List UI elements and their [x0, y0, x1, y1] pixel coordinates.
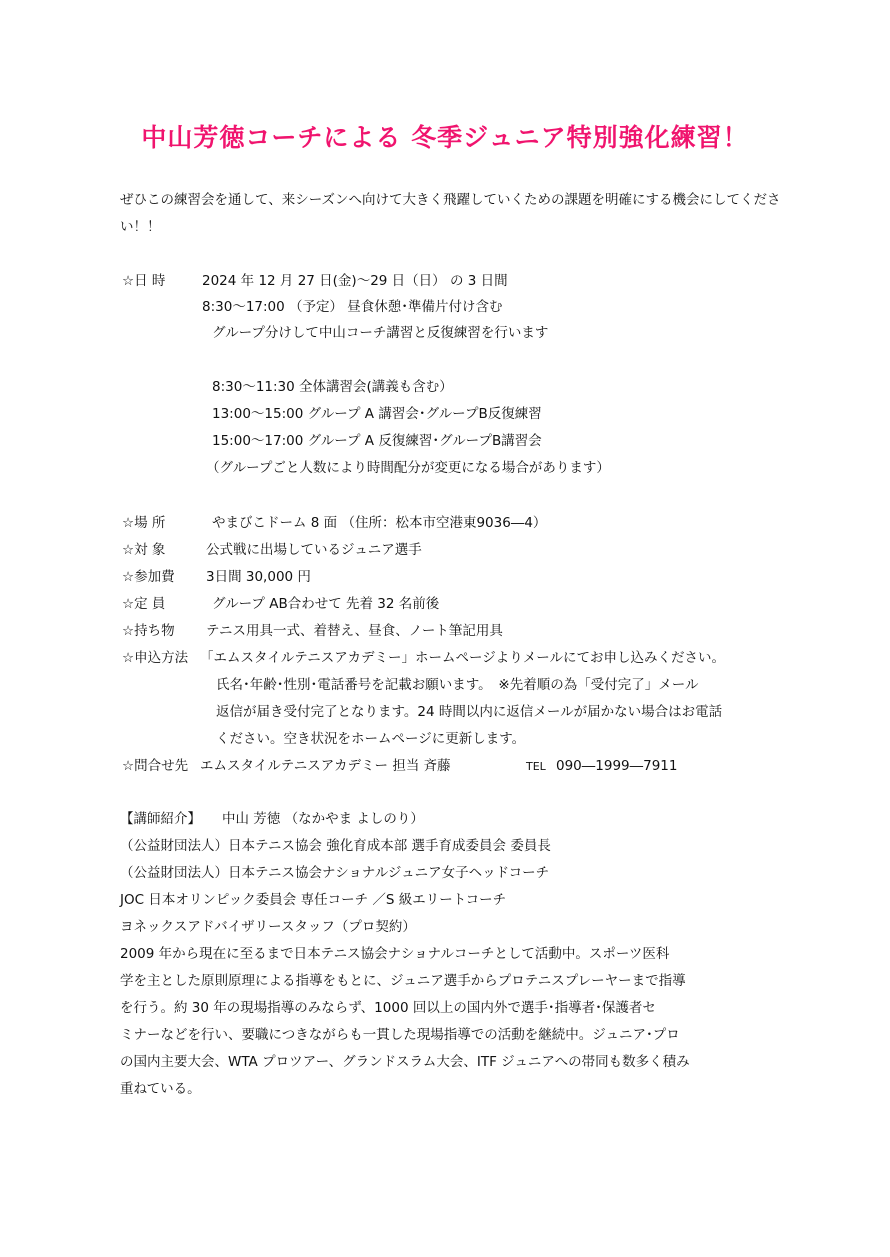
contact-label: ☆問合せ先: [122, 758, 189, 774]
intro-line-2: い！！: [120, 219, 161, 235]
schedule-caveat: （グループごと人数により時間配分が変更になる場合があります）: [206, 460, 610, 476]
venue-label: ☆場 所: [122, 515, 166, 531]
intro-line-1: ぜひこの練習会を通して、来シーズンへ向けて大きく飛躍していくための課題を明確にする機会にしてくださ: [120, 192, 781, 208]
capacity-label: ☆定 員: [122, 596, 166, 612]
instructor-title: JOC 日本オリンピック委員会 専任コーチ ／S 級エリートコーチ: [120, 892, 507, 908]
apply-line: 「エムスタイルテニスアカデミー」ホームページよりメールにてお申し込みください。: [200, 650, 726, 666]
bring-value: テニス用具一式、着替え、昼食、ノート筆記用具: [206, 623, 503, 639]
session-item: 15:00～17:00 グループ A 反復練習･グループB講習会: [212, 433, 542, 449]
bio-line: 学を主とした原則原理による指導をもとに、ジュニア選手からプロテニスプレーヤーまで指導: [120, 973, 686, 989]
schedule-label: ☆日 時: [122, 273, 166, 289]
instructor-title: （公益財団法人）日本テニス協会ナショナルジュニア女子ヘッドコーチ: [120, 865, 550, 881]
bio-line: 2009 年から現在に至るまで日本テニス協会ナショナルコーチとして活動中。スポーツ医科: [120, 946, 670, 962]
instructor-label: 【講師紹介】: [120, 811, 201, 827]
capacity-value: グループ AB合わせて 先着 32 名前後: [212, 596, 440, 612]
bio-line: の国内主要大会、WTA プロツアー、グランドスラム大会、ITF ジュニアへの帯同も数多く積み: [120, 1054, 690, 1070]
target-label: ☆対 象: [122, 542, 166, 558]
contact-value: エムスタイルテニスアカデミー 担当 斉藤: [200, 758, 451, 774]
venue-value: やまびこドーム 8 面 （住所：松本市空港東9036―4）: [212, 515, 547, 531]
instructor-title: （公益財団法人）日本テニス協会 強化育成本部 選手育成委員会 委員長: [120, 838, 551, 854]
tel-value: 090―1999―7911: [556, 758, 678, 774]
schedule-time: 8:30～17:00 （予定） 昼食休憩･準備片付け含む: [202, 299, 503, 315]
target-value: 公式戦に出場しているジュニア選手: [206, 542, 422, 558]
bio-line: ミナーなどを行い、要職につきながらも一貫した現場指導での活動を継続中。ジュニア･プロ: [120, 1027, 680, 1043]
page-title: 中山芳徳コーチによる 冬季ジュニア特別強化練習！: [141, 123, 749, 152]
apply-line: 返信が届き受付完了となります。24 時間以内に返信メールが届かない場合はお電話: [216, 704, 723, 720]
session-item: 13:00～15:00 グループ A 講習会･グループB反復練習: [212, 406, 542, 422]
bio-line: を行う。約 30 年の現場指導のみならず、1000 回以上の国内外で選手･指導者･保護者セ: [120, 1000, 656, 1016]
session-item: 8:30～11:30 全体講習会(講義も含む）: [212, 379, 453, 395]
schedule-groups-note: グループ分けして中山コーチ講習と反復練習を行います: [212, 325, 549, 341]
fee-label: ☆参加費: [122, 569, 175, 585]
tel-label: TEL: [526, 760, 546, 773]
instructor-title: ヨネックスアドバイザリースタッフ（プロ契約）: [120, 919, 416, 935]
instructor-name: 中山 芳徳 （なかやま よしのり）: [222, 811, 424, 827]
fee-value: 3日間 30,000 円: [206, 569, 311, 585]
apply-label: ☆申込方法: [122, 650, 189, 666]
bring-label: ☆持ち物: [122, 623, 175, 639]
schedule-date: 2024 年 12 月 27 日(金)～29 日（日） の 3 日間: [202, 273, 508, 289]
bio-line: 重ねている。: [120, 1081, 201, 1097]
apply-line: ください。空き状況をホームページに更新します。: [216, 731, 526, 747]
apply-line: 氏名･年齢･性別･電話番号を記載お願います。 ※先着順の為「受付完了」メール: [216, 677, 699, 693]
